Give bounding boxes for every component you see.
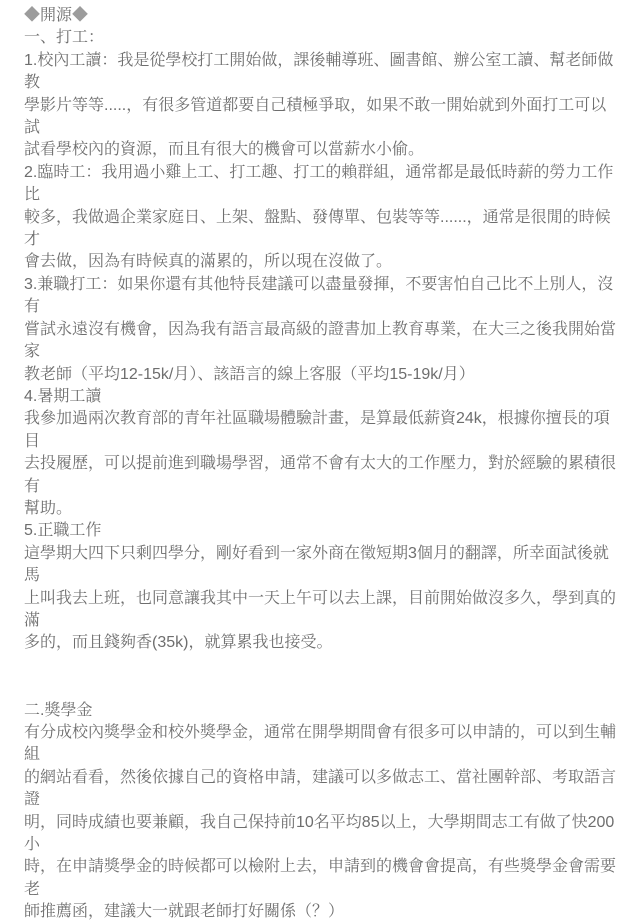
text-line: 嘗試永遠沒有機會，因為我有語言最高級的證書加上教育專業，在大三之後我開始當家 [24,320,617,361]
text-line: 多的，而且錢夠香(35k)，就算累我也接受。 [24,634,333,652]
text-line: 我參加過兩次教育部的青年社區職場體驗計畫，是算最低薪資24k，根據你擅長的項目 [24,410,610,450]
section-title-text: 開源 [40,7,73,24]
text-line: 教老師（平均12-15k/月）、該語言的線上客服（平均15-19k/月） [24,365,475,383]
blank-line [24,677,618,699]
text-line: 幫助。 [24,499,73,517]
diamond-icon: ◆ [24,7,41,24]
text-line: 上叫我去上班，也同意讓我其中一天上午可以去上課，目前開始做沒多久，學到真的滿 [24,589,617,629]
text-line: 2.臨時工：我用過小雞上工、打工趣、打工的賴群組，通常都是最低時薪的勞力工作比 [24,163,614,204]
text-line: 去投履歷，可以提前進到職場學習，通常不會有太大的工作壓力，對於經驗的累積很有 [24,455,617,495]
diamond-icon: ◆ [72,7,89,24]
heading-full-time-job: 5.正職工作 [24,522,102,540]
section-title [24,5,618,27]
heading-summer-job: 4.暑期工讀 [24,387,102,405]
text-line: 明，同時成績也要兼顧，我自己保持前10名平均85以上，大學期間志工有做了快200小 [24,813,615,853]
text-line: 的網站看看，然後依據自己的資格申請，建議可以多做志工、當社團幹部、考取語言證 [24,768,617,809]
text-line: 學影片等等.....，有很多管道都要自己積極爭取，如果不敢一開始就到外面打工可以試 [24,96,607,137]
text-line: 會去做，因為有時候真的滿累的，所以現在沒做了。 [24,253,393,271]
text-line: 3.兼職打工：如果你還有其他特長建議可以盡量發揮，不要害怕自己比不上別人，沒有 [24,275,614,316]
text-line: 較多，我做過企業家庭日、上架、盤點、發傳單、包裝等等......，通常是很閒的時候才 [24,208,611,249]
text-line: 時，在申請獎學金的時候都可以檢附上去，申請到的機會會提高，有些獎學金會需要老 [24,858,617,898]
text-line: 試看學校內的資源，而且有很大的機會可以當薪水小偷。 [24,141,425,159]
text-line: 有分成校內獎學金和校外獎學金，通常在開學期間會有很多可以申請的，可以到生輔組 [24,723,617,764]
heading-part-time: 一、打工： [24,29,105,47]
blank-line [24,655,618,677]
text-line: 這學期大四下只剩四學分，剛好看到一家外商在徵短期3個月的翻譯，所幸面試後就馬 [24,544,609,585]
text-line: 師推薦函，建議大一就跟老師打好關係（？） [24,903,345,921]
text-line: 1.校內工讀：我是從學校打工開始做，課後輔導班、圖書館、辦公室工讀、幫老師做教 [24,51,614,92]
heading-scholarship: 二.獎學金 [24,701,93,719]
